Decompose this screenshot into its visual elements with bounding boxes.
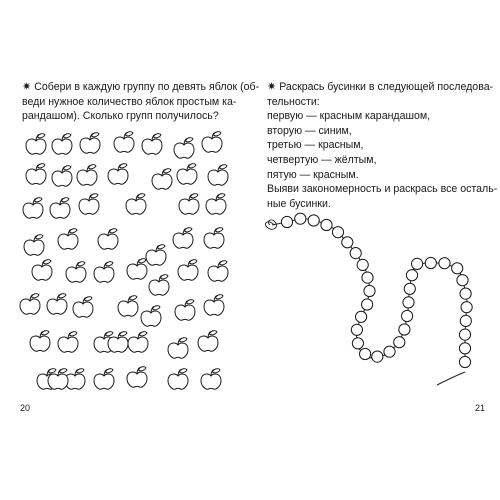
bead[interactable] xyxy=(308,215,319,226)
bead[interactable] xyxy=(403,297,414,308)
apple-icon xyxy=(204,295,224,315)
bead[interactable] xyxy=(459,343,470,354)
task-line: ✷ Раскрась бусинки в следующей последова- xyxy=(267,81,494,93)
apple-icon xyxy=(204,228,224,248)
apple-icon xyxy=(23,198,43,218)
apple-icon xyxy=(58,229,78,249)
bead[interactable] xyxy=(362,299,373,310)
apple-icon xyxy=(127,259,147,279)
page-number-right: 21 xyxy=(475,403,486,413)
bead[interactable] xyxy=(321,219,332,230)
task-line: Выяви закономерность и раскрась все осталь- xyxy=(267,183,498,196)
apple-icon xyxy=(47,294,67,314)
apple-icon xyxy=(128,332,148,352)
bead[interactable] xyxy=(394,337,405,348)
task-line: пятую — красным. xyxy=(267,168,359,181)
bead[interactable] xyxy=(364,285,375,296)
star-icon: ✷ xyxy=(22,81,32,93)
apple-icon xyxy=(77,165,97,185)
task-line: веди нужное количество яблок простым ка- xyxy=(22,95,237,108)
bead[interactable] xyxy=(362,272,373,283)
bead[interactable] xyxy=(352,338,363,349)
bead[interactable] xyxy=(357,259,368,270)
bead[interactable] xyxy=(350,248,361,259)
apple-icon xyxy=(177,164,197,184)
apple-icon xyxy=(80,133,100,153)
bead[interactable] xyxy=(295,213,306,224)
apple-icon xyxy=(142,134,162,154)
apple-icon xyxy=(24,235,44,255)
bead[interactable] xyxy=(399,324,410,335)
apple-icon xyxy=(141,306,161,326)
apple-icon xyxy=(149,275,169,295)
star-icon: ✷ xyxy=(267,81,277,93)
apple-icon xyxy=(30,331,50,351)
apple-icon xyxy=(179,194,199,214)
task-line: рандашом). Сколько групп получилось? xyxy=(22,110,219,123)
apple-icon xyxy=(208,165,228,185)
apple-icon xyxy=(52,166,72,186)
apple-icon xyxy=(198,331,218,351)
apple-icon xyxy=(174,138,194,158)
bead[interactable] xyxy=(351,324,362,335)
apple-icon xyxy=(208,261,228,281)
apple-icon xyxy=(168,338,188,358)
apple-icon xyxy=(32,260,52,280)
bead-string-tail xyxy=(437,372,465,385)
right-page xyxy=(250,0,500,500)
apple-icon xyxy=(126,194,146,214)
apple-icon xyxy=(94,262,114,282)
apple-icon xyxy=(26,134,46,154)
apple-icon xyxy=(201,369,221,389)
page-number-left: 20 xyxy=(20,403,31,413)
apple-icon xyxy=(175,300,195,320)
apple-icon xyxy=(108,164,128,184)
apple-icon xyxy=(50,198,70,218)
apple-icon xyxy=(173,228,193,248)
bead[interactable] xyxy=(412,258,423,269)
bead[interactable] xyxy=(360,348,371,359)
bead[interactable] xyxy=(457,275,468,286)
apple-icon xyxy=(94,369,114,389)
apple-icon xyxy=(98,229,118,249)
apple-icon xyxy=(152,169,172,189)
apple-icon xyxy=(79,194,99,214)
bead[interactable] xyxy=(402,310,413,321)
task-line: тельности: xyxy=(267,95,320,108)
bead[interactable] xyxy=(404,283,415,294)
bead[interactable] xyxy=(439,258,450,269)
beads-illustration xyxy=(250,0,500,500)
task-line: ✷ Собери в каждую группу по девять яблок (об- xyxy=(22,81,260,93)
apple-icon xyxy=(206,194,226,214)
apple-icon xyxy=(118,296,138,316)
bead[interactable] xyxy=(281,216,292,227)
bead-string-path xyxy=(287,218,467,362)
bead[interactable] xyxy=(461,302,472,313)
bead[interactable] xyxy=(460,315,471,326)
apple-icon xyxy=(146,245,166,265)
bead[interactable] xyxy=(342,237,353,248)
bead[interactable] xyxy=(452,263,463,274)
apple-icon xyxy=(26,164,46,184)
apple-icon xyxy=(73,297,93,317)
bead[interactable] xyxy=(332,227,343,238)
bead[interactable] xyxy=(384,346,395,357)
bead[interactable] xyxy=(425,257,436,268)
bead[interactable] xyxy=(406,270,417,281)
apple-icon xyxy=(202,132,222,152)
bead[interactable] xyxy=(459,329,470,340)
task-line: третью — красным, xyxy=(267,139,364,152)
apple-icon xyxy=(178,260,198,280)
apple-icon xyxy=(20,294,40,314)
apple-icon xyxy=(58,332,78,352)
apple-icon xyxy=(168,369,188,389)
apple-icon xyxy=(127,367,147,387)
task-line: ные бусинки. xyxy=(267,197,331,210)
bead[interactable] xyxy=(460,288,471,299)
apple-icon xyxy=(66,262,86,282)
apple-icon xyxy=(114,132,134,152)
task-line: четвертую — жёлтым, xyxy=(267,153,377,166)
bead[interactable] xyxy=(372,351,383,362)
task-line: первую — красным карандашом, xyxy=(267,110,431,123)
bead[interactable] xyxy=(459,356,470,367)
apple-icon xyxy=(52,134,72,154)
task-line: вторую — синим, xyxy=(267,124,352,137)
bead[interactable] xyxy=(356,311,367,322)
